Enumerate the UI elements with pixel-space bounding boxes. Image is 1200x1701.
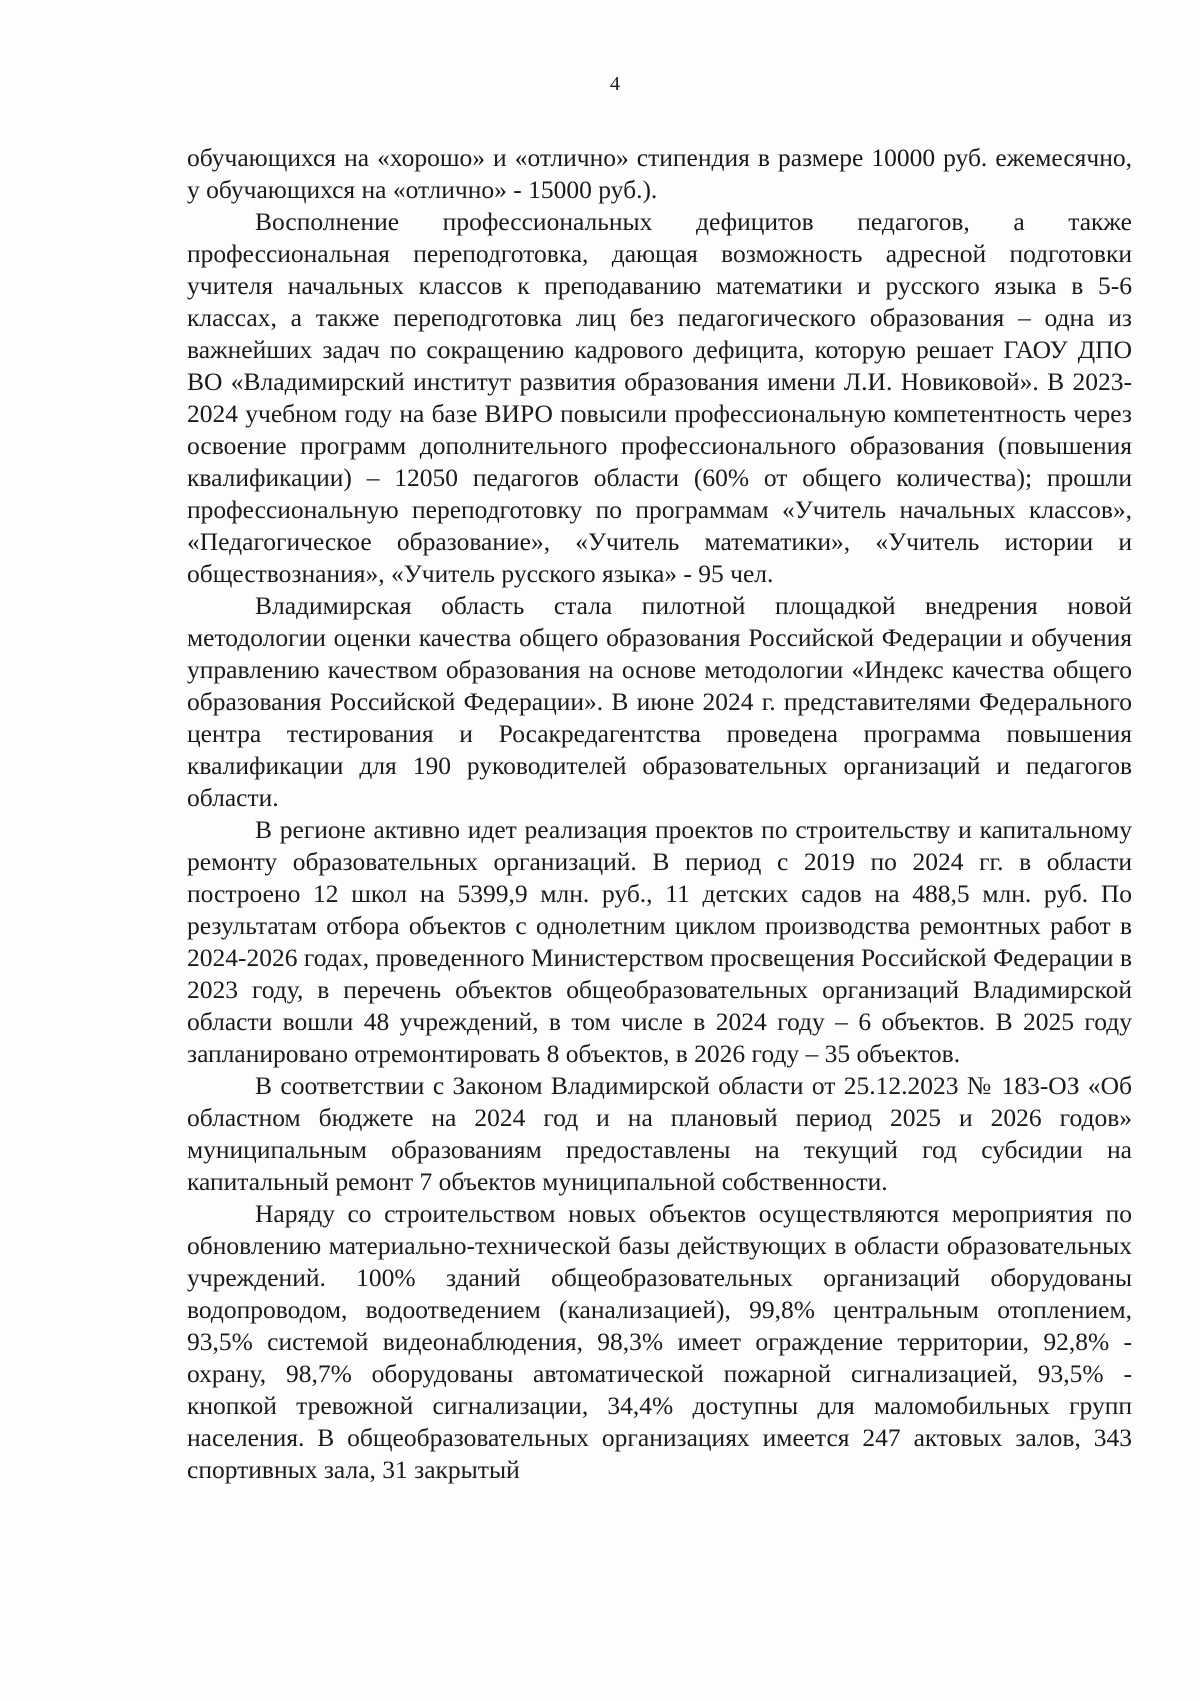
paragraph-professional-retraining: Восполнение профессиональных дефицитов педагогов, а также профессиональная переподготовка, дающая возможность адресной подготовки учителя начальных классов к преподаванию математики и русского языка в 5-6 классах, а также переподготовка лиц без педагогического образования – одна из важнейших задач по сокращению кадрового дефицита, которую решает ГАОУ ДПО ВО «Владимирский институт развития образования имени Л.И. Новиковой». В 2023-2024 учебном году на базе ВИРО повысили профессиональную компетентность через освоение программ дополнительного профессионального образования (повышения квалификации) – 12050 педагогов области (60% от общего количества); прошли профессиональную переподготовку по программам «Учитель начальных классов», «Педагогическое образование», «Учитель математики», «Учитель истории и обществознания», «Учитель русского языка» - 95 чел. <box>187 207 1132 588</box>
paragraph-quality-index-pilot: Владимирская область стала пилотной площадкой внедрения новой методологии оценки качества общего образования Российской Федерации и обучения управлению качеством образования на основе методологии «Индекс качества общего образования Российской Федерации». В июне 2024 г. представителями Федерального центра тестирования и Росакредагентства проведена программа повышения квалификации для 190 руководителей образовательных организаций и педагогов области. <box>187 591 1132 812</box>
paragraph-construction-repair: В регионе активно идет реализация проектов по строительству и капитальному ремонту образовательных организаций. В период с 2019 по 2024 гг. в области построено 12 школ на 5399,9 млн. руб., 11 детских садов на 488,5 млн. руб. По результатам отбора объектов с однолетним циклом производства ремонтных работ в 2024-2026 годах, проведенного Министерством просвещения Российской Федерации в 2023 году, в перечень объектов общеобразовательных организаций Владимирской области вошли 48 учреждений, в том числе в 2024 году – 6 объектов. В 2025 году запланировано отремонтировать 8 объектов, в 2026 году – 35 объектов. <box>187 815 1132 1068</box>
paragraph-material-base: Наряду со строительством новых объектов осуществляются мероприятия по обновлению материально-технической базы действующих в области образовательных учреждений. 100% зданий общеобразовательных организаций оборудованы водопроводом, водоотведением (канализацией), 99,8% центральным отоплением, 93,5% системой видеонаблюдения, 98,3% имеет ограждение территории, 92,8% - охрану, 98,7% оборудованы автоматической пожарной сигнализацией, 93,5% - кнопкой тревожной сигнализации, 34,4% доступны для маломобильных групп населения. В общеобразовательных организациях имеется 247 актовых залов, 343 спортивных зала, 31 закрытый <box>187 1199 1132 1484</box>
document-body <box>187 142 1132 1486</box>
paragraph-regional-law-subsidies: В соответствии с Законом Владимирской области от 25.12.2023 № 183-ОЗ «Об областном бюджете на 2024 год и на плановый период 2025 и 2026 годов» муниципальным образованиям предоставлены на текущий год субсидии на капитальный ремонт 7 объектов муниципальной собственности. <box>187 1071 1132 1196</box>
page-number: 4 <box>610 73 620 95</box>
paragraph-continuation: обучающихся на «хорошо» и «отлично» стипендия в размере 10000 руб. ежемесячно, у обучающихся на «отлично» - 15000 руб.). <box>187 143 1132 204</box>
